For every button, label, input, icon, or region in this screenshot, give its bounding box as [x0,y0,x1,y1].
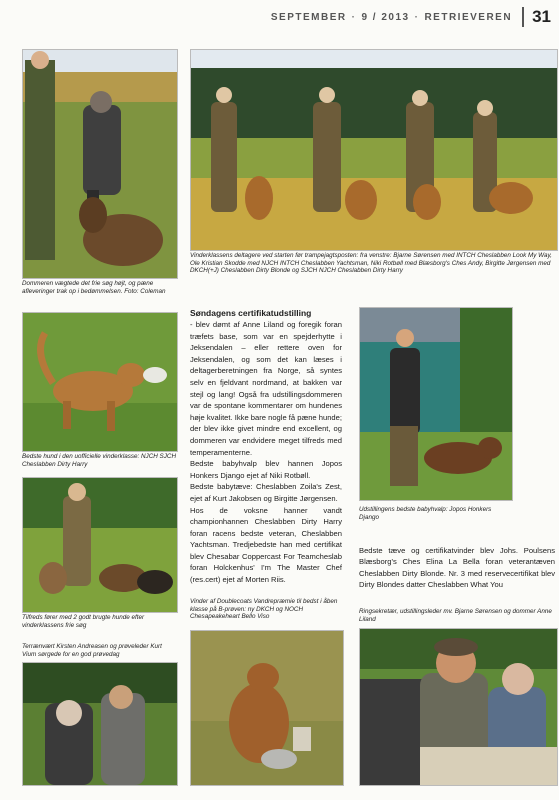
photo-handler-two-dogs-image [23,478,177,612]
photo-winner-class-group [190,49,558,251]
photo-dog-retrieving-image [23,313,177,451]
photo-chesapeake-puppy-image [191,631,343,785]
article-paragraph: - blev dømt af Anne Liland og foregik foran træfets base, som var en spejderhytte i Jeksendalen – eller rettere oven for Jeksendalen, og som det kan læses i deltagerberetningen fra Norge, så syntes selv en fjeldvant nordmand, at bakken var stejl og lang! Også fra udstillingsdommeren var de spontane kommentarer om hundenes høje kvalitet. Ikke bare nogle få pæne hunde; der blev ikke givet mindre end excellent, og dommeren var endvidere meget tilfreds med temperamenterne. [190,320,342,457]
caption-baby-puppy: Udstillingens bedste babyhvalp: Jopos Honkers Django [359,506,492,521]
article-continued [359,537,555,599]
article-paragraph: Hos de voksne hanner vandt championhannen Cheslabben Dirty Harry foran racens bedste veteran, Cheslabben Yachtsman. Tredjebedste han med certifikat blev Chesabar Coppercast For Teamcheslab foran Holckenhus' I'm The Master Chef (res.cert) ejet af Morten Riis. [190,505,342,585]
caption-terrain-hosts: Terrænvært Kirsten Andreasen og prøveleder Kurt Vium sørgede for en god prøvedag [22,643,162,658]
photo-judge-dog [22,49,178,279]
caption-doublecoats: Vinder af Doublecoats Vandrepræmie til bedst i åben klasse på B-prøven: ny DKCH og NOCH Chesapeakeheart Bello Viso [190,598,338,621]
photo-chesapeake-puppy [190,630,344,786]
header-month: SEPTEMBER [270,11,347,23]
page-header [271,6,551,28]
article-paragraph: Bedste babytæve: Cheslabben Zoila's Zest, ejet af Kurt Jakobsen og Birgitte Jørgensen. [190,482,342,503]
article-paragraph: Bedste tæve og certifikatvinder blev Johs. Poulsens Blæsborg's Ches Elina La Bella foran veterantæven Cheslabben Dirty Blonde. Nr. 3 med reservecertifikat blev Dirty Blondes datter Cheslabben What You [359,545,555,590]
photo-terrain-helpers [22,662,178,786]
photo-dog-retrieving [22,312,178,452]
caption-judge: Dommeren vægtede det frie søg højt, og pæne afleveringer trak op i bedømmelsen. Foto: Coleman [22,280,166,295]
caption-ring-secretary: Ringsekretær, udstillingsleder mv. Bjarne Sørensen og dommer Anne Liland [359,608,552,623]
article-body [190,307,342,586]
header-magazine: RETRIEVEREN [424,11,513,23]
photo-judge-dog-image [23,50,177,278]
photo-terrain-helpers-image [23,663,177,785]
photo-baby-puppy-winner-image [360,308,512,500]
header-separator: · [414,11,420,23]
photo-ring-secretary-judge [359,628,558,786]
photo-ring-secretary-judge-image [360,629,557,785]
page-number: 31 [522,7,551,27]
article-heading: Søndagens certifikatudstilling [190,308,312,318]
photo-baby-puppy-winner [359,307,513,501]
caption-winner-class: Vinderklassens deltagere ved starten før trampejagtsposten: fra venstre: Bjarne Sørensen med INTCH Cheslabben Look My Way, Ole Kristian Skodde med NJCH INTCH Cheslabben Yachtsman, Niki Rotbøll med Blæsborg's Ches Andy, Birgitte Jørgensen med DKCH(+J) Cheslabben Dirty Blonde og SJCH NJCH Cheslabben Dirty Harry [190,252,552,275]
photo-handler-two-dogs [22,477,178,613]
photo-winner-class-group-image [191,50,557,250]
article-paragraph: Bedste babyhvalp blev hannen Jopos Honkers Django ejet af Niki Rotbøll. [190,459,342,480]
caption-best-dog: Bedste hund i den uofficielle vinderklasse: NJCH SJCH Cheslabben Dirty Harry [22,453,176,468]
header-issue: 9 / 2013 [361,11,410,23]
header-separator: · [351,11,357,23]
caption-handler: Tilfreds fører med 2 godt brugte hunde efter vinderklassens frie søg [22,614,145,629]
